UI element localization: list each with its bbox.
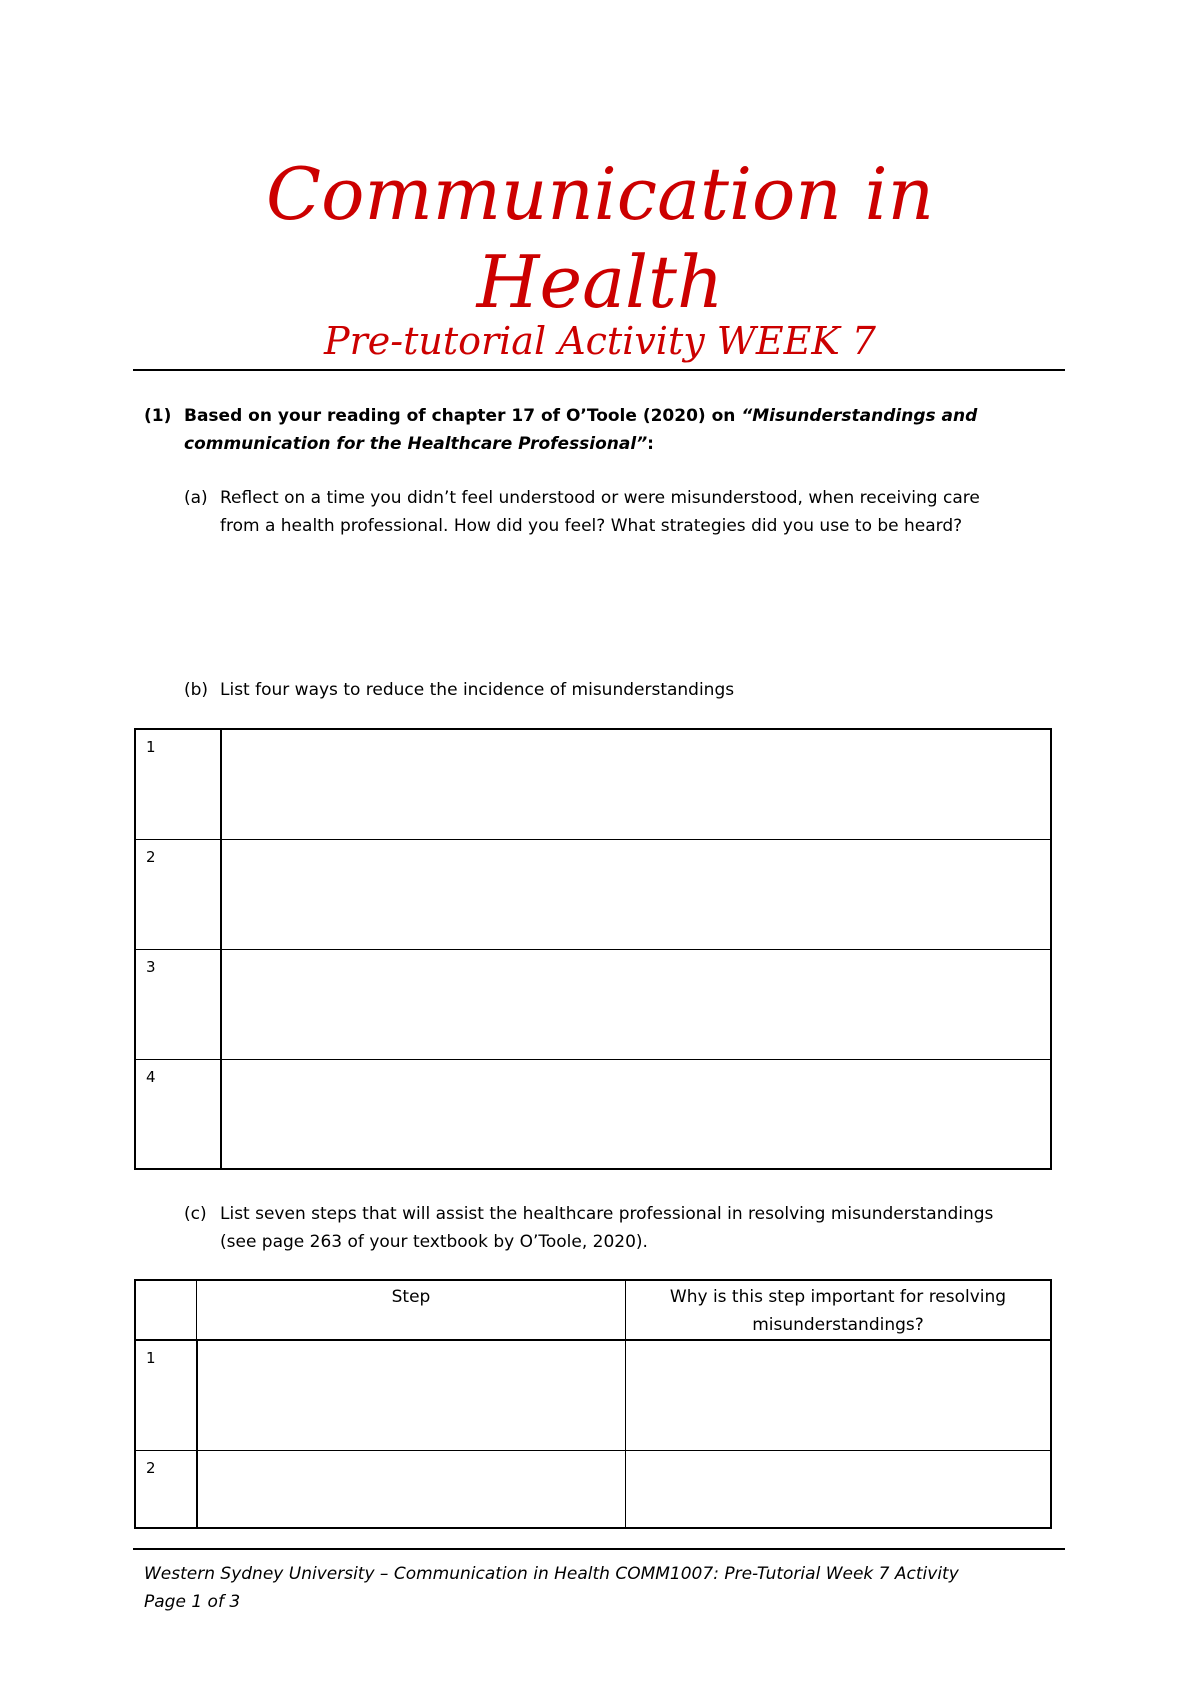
row-number: 3 [135,949,221,1059]
part-c [184,1200,1064,1256]
footer-rule [133,1548,1065,1550]
table-row [135,839,1051,949]
title-line-2: Health [476,240,724,324]
question-1-quote-line1: “Misunderstandings and [741,406,978,426]
part-a-label: (a) [184,488,208,508]
header-rule [133,369,1065,371]
row-number: 2 [135,1450,197,1528]
part-c-label: (c) [184,1204,207,1224]
footer-line-1: Western Sydney University – Communication in Health COMM1007: Pre-Tutorial Week 7 Activity [144,1564,959,1584]
table-row [135,949,1051,1059]
part-c-line1: List seven steps that will assist the healthcare professional in resolving misunderstandings [220,1204,994,1224]
part-a-line1: Reflect on a time you didn’t feel understood or were misunderstood, when receiving care [220,488,980,508]
row-number: 4 [135,1059,221,1169]
question-1-text: Based on your reading of chapter 17 of O’Toole (2020) on [184,406,742,426]
table-row [135,1059,1051,1169]
part-b [184,676,1064,704]
header-blank-cell [135,1280,197,1340]
part-a [184,484,1064,540]
row-number: 1 [135,729,221,839]
question-1-number: (1) [144,406,172,426]
ways-table [134,728,1052,1170]
table-header-row [135,1280,1051,1340]
row-number: 2 [135,839,221,949]
footer-page-number: Page 1 of 3 [144,1592,241,1612]
title-line-1: Communication in [266,152,934,236]
steps-table [134,1279,1052,1529]
row-number: 1 [135,1340,197,1450]
header-why: Why is this step important for resolving misunderstandings? [626,1280,1052,1340]
table-row [135,1450,1051,1528]
step-cell[interactable] [197,1450,626,1528]
why-cell[interactable] [626,1340,1052,1450]
answer-cell[interactable] [221,949,1051,1059]
table-row [135,1340,1051,1450]
question-1-quote-line2: communication for the Healthcare Professional” [184,434,648,454]
table-row [135,729,1051,839]
answer-cell[interactable] [221,729,1051,839]
page-title [0,150,1200,326]
part-a-line2: from a health professional. How did you feel? What strategies did you use to be heard? [220,516,963,536]
question-1-colon: : [647,434,654,454]
page-subtitle: Pre-tutorial Activity WEEK 7 [324,319,876,363]
answer-cell[interactable] [221,1059,1051,1169]
header-step: Step [197,1280,626,1340]
part-c-line2: (see page 263 of your textbook by O’Toole, 2020). [220,1232,648,1252]
part-b-text: List four ways to reduce the incidence of misunderstandings [220,680,735,700]
part-b-label: (b) [184,680,209,700]
question-1 [144,402,1044,458]
answer-cell[interactable] [221,839,1051,949]
why-cell[interactable] [626,1450,1052,1528]
page-footer [144,1560,959,1616]
step-cell[interactable] [197,1340,626,1450]
